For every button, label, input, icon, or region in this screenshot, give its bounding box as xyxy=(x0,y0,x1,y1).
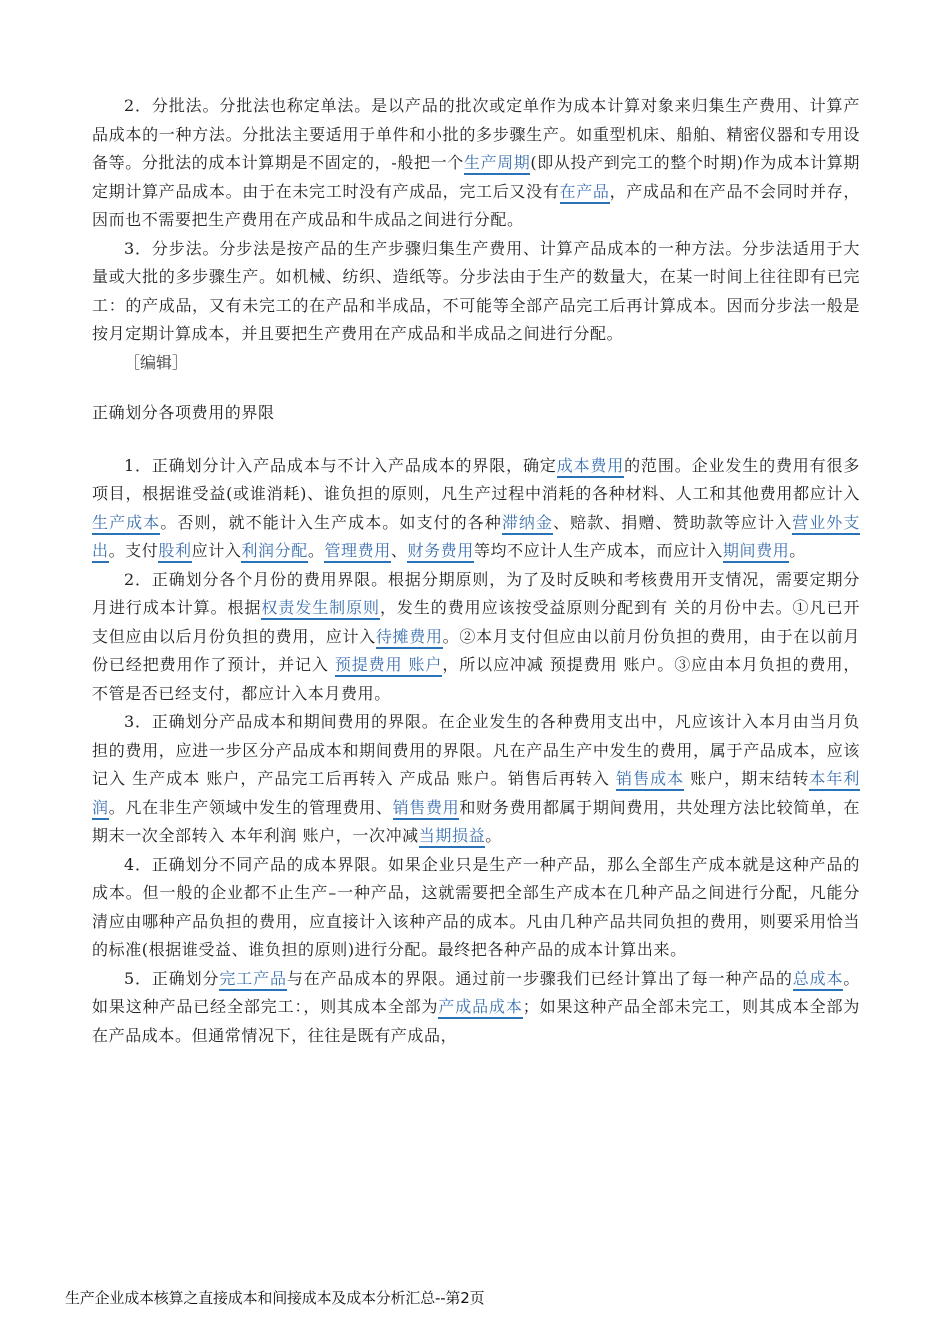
text: 与在产品成本的界限。通过前一步骤我们已经计算出了每一种产品的 xyxy=(286,968,793,988)
link-work-in-process[interactable]: 在产品 xyxy=(560,182,610,204)
text: ，产成品和在产品不会同时并存，因而也不需要把生产费用在产成品和牛成品之间进行分配。 xyxy=(92,181,860,229)
page-footer: 生产企业成本核算之直接成本和间接成本及成本分析汇总--第2页 xyxy=(65,1289,485,1307)
link-dividend[interactable]: 股利 xyxy=(158,541,191,563)
text: 4．正确划分不同产品的成本界限。如果企业只是生产一种产品，那么全部生产成本就是这种产品的成本。但一般的企业都不止生产–一种产品，这就需要把全部生产成本在几种产品之间进行分配，凡能分清应由哪种产品负担的费用，应直接计入该种产品的成本。凡由几种产品共同负担的费用，则要采用恰当的标准(根据谁受益、谁负担的原则)进行分配。最终把各种产品的成本计算出来。 xyxy=(92,854,860,959)
paragraph-rule-4 xyxy=(92,851,860,965)
section-title: 正确划分各项费用的界限 xyxy=(92,403,275,422)
text: ，所以应冲减 预提费用 账户。③应由本月负担的费用，不管是否已经支付，都应计入本月费用。 xyxy=(92,655,860,703)
link-accrued-expense-account[interactable]: 预提费用 账户 xyxy=(335,655,443,677)
text: 、 xyxy=(390,541,408,560)
link-production-cost[interactable]: 生产成本 xyxy=(92,513,160,535)
paragraph-batch-method xyxy=(92,92,860,235)
link-non-operating-expense[interactable]: 营业外支出 xyxy=(92,513,860,564)
text: 5．正确划分 xyxy=(124,968,220,988)
link-accrual-principle[interactable]: 权责发生制原则 xyxy=(261,598,380,620)
edit-link[interactable]: ［编辑］ xyxy=(124,352,189,372)
link-period-expense[interactable]: 期间费用 xyxy=(723,541,789,563)
link-profit-distribution[interactable]: 利润分配 xyxy=(241,541,307,563)
text: 。如果这种产品已经全部完工：，则其成本全部为 xyxy=(92,968,860,1016)
text: ，发生的费用应该按受益原则分配到有 关的月份中去。①凡已开支但应由以后月份负担的费用，应计入 xyxy=(92,598,860,646)
paragraph-rule-2 xyxy=(92,566,860,709)
paragraph-rule-1 xyxy=(92,452,860,566)
text: 应计入 xyxy=(191,541,242,560)
text: 。支付 xyxy=(108,541,159,560)
paragraph-step-method xyxy=(92,235,860,349)
paragraph-rule-3 xyxy=(92,708,860,851)
link-prepaid-expense[interactable]: 待摊费用 xyxy=(376,627,443,649)
link-finished-product[interactable]: 完工产品 xyxy=(219,969,286,991)
text: 。 xyxy=(307,541,325,560)
link-cost-expense[interactable]: 成本费用 xyxy=(557,456,624,478)
text: 、赔款、捐赠、赞助款等应计入 xyxy=(553,512,793,532)
text: 。凡在非生产领域中发生的管理费用、 xyxy=(108,797,393,817)
text: 。 xyxy=(789,541,806,560)
text: 3．正确划分产品成本和期间费用的界限。在企业发生的各种费用支出中，凡应该计入本月由当月负担的费用，应进一步区分产品成本和期间费用的界限。凡在产品生产中发生的费用，属于产品成本，应该记入 生产成本 账户，产品完工后再转入 产成品 账户。销售后再转入 xyxy=(92,712,860,788)
link-finance-expense[interactable]: 财务费用 xyxy=(407,541,473,563)
text: 。②本月支付但应由以前月份负担的费用，由于在以前月份已经把费用作了预计，并记入 xyxy=(92,626,860,674)
text: (即从投产到完工的整个时期)作为成本计算期定期计算产品成本。由于在未完工时没有产成品，完工后又没有 xyxy=(92,153,860,201)
link-cost-of-sales[interactable]: 销售成本 xyxy=(616,769,684,791)
link-production-cycle[interactable]: 生产周期 xyxy=(464,153,531,175)
link-admin-expense[interactable]: 管理费用 xyxy=(324,541,390,563)
link-current-year-profit[interactable]: 本年利润 xyxy=(92,769,860,820)
text: 1．正确划分计入产品成本与不计入产品成本的界限，确定 xyxy=(124,455,557,475)
text: 等均不应计人生产成本，而应计入 xyxy=(473,541,723,560)
link-selling-expense[interactable]: 销售费用 xyxy=(393,798,460,820)
text: 的范围。企业发生的费用有很多项目，根据谁受益(或谁消耗)、谁负担的原则，凡生产过程中消耗的各种材料、人工和其他费用都应计入 xyxy=(92,455,861,503)
document-body xyxy=(92,92,860,1050)
text: 账户，期末结转 xyxy=(684,769,810,788)
link-current-profit-loss[interactable]: 当期损益 xyxy=(419,826,485,848)
link-late-fee[interactable]: 滞纳金 xyxy=(502,513,553,535)
text: 。 xyxy=(485,826,502,845)
link-total-cost[interactable]: 总成本 xyxy=(793,969,844,991)
text: 2．分批法。分批法也称定单法。是以产品的批次或定单作为成本计算对象来归集生产费用、计算产品成本的一种方法。分批法主要适用于单件和小批的多步骤生产。如重型机床、船舶、精密仪器和专用设备等。分批法的成本计算期是不固定的，-般把一个 xyxy=(92,96,860,172)
text: 和财务费用都属于期间费用，共处理方法比较简单，在期末一次全部转入 本年利润 账户，一次冲减 xyxy=(92,797,860,845)
text: 。否则，就不能计入生产成本。如支付的各种 xyxy=(160,512,502,532)
paragraph-rule-5 xyxy=(92,965,860,1051)
text: 3．分步法。分步法是按产品的生产步骤归集生产费用、计算产品成本的一种方法。分步法适用于大量或大批的多步骤生产。如机械、纺织、造纸等。分步法由于生产的数量大，在某一时间上往往即有已完工：的产成品，又有未完工的在产品和半成品，不可能等全部产品完工后再计算成本。因而分步法一般是按月定期计算成本，并且要把生产费用在产成品和半成品之间进行分配。 xyxy=(92,238,860,343)
link-finished-goods-cost[interactable]: 产成品成本 xyxy=(438,997,522,1019)
text: ；如果这种产品全部未完工，则其成本全部为在产品成本。但通常情况下，往往是既有产成品， xyxy=(92,997,860,1045)
text: 2．正确划分各个月份的费用界限。根据分期原则，为了及时反映和考核费用开支情况，需要定期分月进行成本计算。根据 xyxy=(92,569,860,617)
